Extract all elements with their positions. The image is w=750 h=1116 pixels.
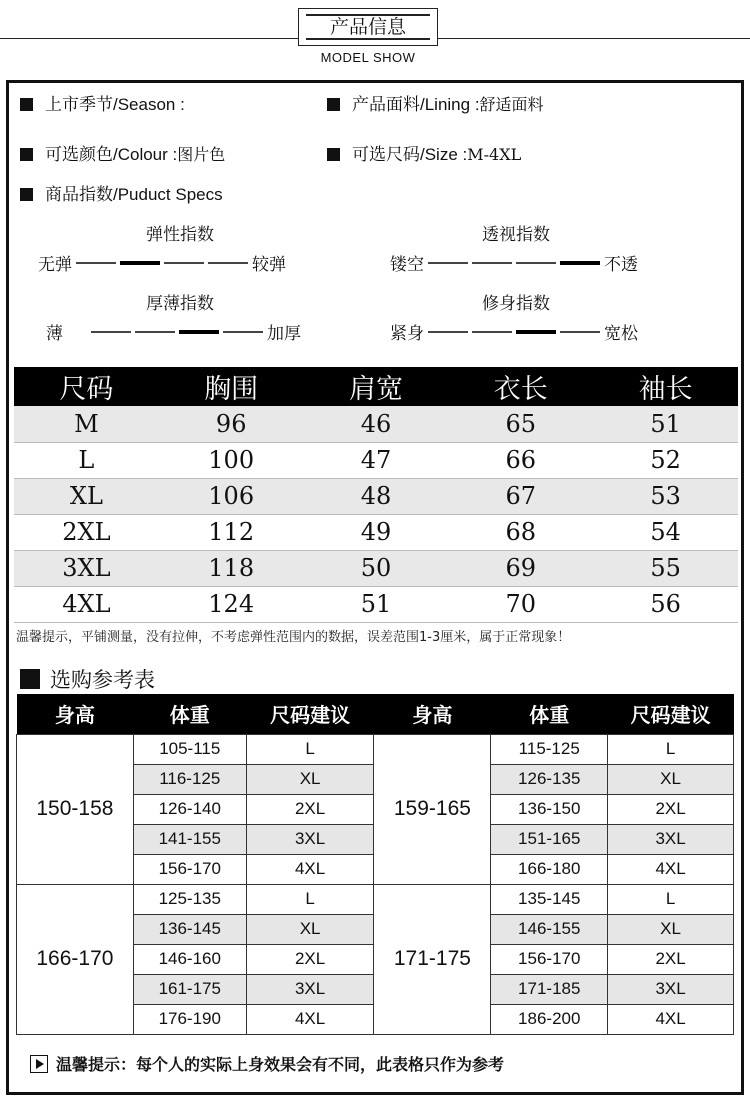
index-elasticity [38,250,286,275]
table-cell: 51 [593,406,738,442]
index-left-label: 无弹 [38,255,72,275]
size-advice-cell: 3XL [246,824,374,854]
size-advice-cell: 2XL [608,794,734,824]
header-size: 尺码 [14,367,159,406]
bullet-square-icon [327,148,340,161]
index-segment [516,262,556,264]
table-row [14,478,738,514]
weight-cell: 146-160 [133,944,246,974]
index-segment-active [516,330,556,334]
specs-label: 商品指数/Puduct Specs [45,185,223,204]
size-value: M-4XL [467,145,522,164]
index-title-thickness: 厚薄指数 [146,294,214,314]
table-cell: XL [14,478,159,514]
info-colour [20,144,225,166]
page-title: 产品信息 [329,16,406,38]
size-advice-cell: L [608,884,734,914]
index-segment [428,262,468,264]
size-advice-cell: XL [608,914,734,944]
reference-tip [30,1052,504,1075]
page-subtitle: MODEL SHOW [320,50,416,65]
weight-cell: 105-115 [133,734,246,764]
size-advice-cell: 2XL [246,944,374,974]
size-advice-cell: L [246,884,374,914]
weight-cell: 176-190 [133,1004,246,1034]
info-specs [20,184,223,206]
index-segment [164,262,204,264]
size-advice-cell: 3XL [246,974,374,1004]
index-segment [472,262,512,264]
info-lining [327,94,544,116]
size-advice-cell: 3XL [608,824,734,854]
size-advice-cell: L [246,734,374,764]
table-cell: 55 [593,550,738,586]
bullet-square-icon [20,98,33,111]
index-segment [472,331,512,333]
index-fit [390,319,638,344]
size-advice-cell: 2XL [608,944,734,974]
size-advice-cell: 4XL [246,1004,374,1034]
index-segment [428,331,468,333]
size-advice-cell: 3XL [608,974,734,1004]
size-advice-cell: XL [246,914,374,944]
size-label: 可选尺码/Size : [352,145,468,164]
index-segment [135,331,175,333]
weight-cell: 126-140 [133,794,246,824]
weight-cell: 136-150 [491,794,608,824]
index-right-label: 宽松 [604,324,638,344]
index-left-label: 紧身 [390,324,424,344]
weight-cell: 136-145 [133,914,246,944]
table-cell: 106 [159,478,304,514]
header-weight: 体重 [491,694,608,734]
weight-cell: 115-125 [491,734,608,764]
index-segment-active [179,330,219,334]
size-table [14,367,738,623]
table-cell: 67 [448,478,593,514]
colour-value: 图片色 [177,145,226,164]
weight-cell: 166-180 [491,854,608,884]
index-segment [560,331,600,333]
index-title-fit: 修身指数 [482,294,550,314]
height-range-cell: 150-158 [17,734,134,884]
weight-cell: 125-135 [133,884,246,914]
header-line-left [0,38,298,39]
index-left-label: 薄 [46,324,63,344]
size-advice-cell: 4XL [246,854,374,884]
index-transparency [390,250,638,275]
index-title-transparency: 透视指数 [482,225,550,245]
header-size-advice: 尺码建议 [608,694,734,734]
header-line-right [438,38,750,39]
header-chest: 胸围 [159,367,304,406]
header-weight: 体重 [133,694,246,734]
index-segment [208,262,248,264]
index-right-label: 不透 [604,255,638,275]
table-cell: 2XL [14,514,159,550]
bullet-square-icon [20,148,33,161]
height-range-cell: 159-165 [374,734,491,884]
table-cell: 50 [304,550,449,586]
table-cell: 56 [593,586,738,622]
table-cell: L [14,442,159,478]
table-cell: 100 [159,442,304,478]
recommendation-header [17,694,734,734]
table-cell: 65 [448,406,593,442]
table-row [14,442,738,478]
weight-cell: 156-170 [491,944,608,974]
header-shoulder: 肩宽 [304,367,449,406]
index-segment-active [120,261,160,265]
index-segment [223,331,263,333]
index-segment [91,331,131,333]
height-range-cell: 171-175 [374,884,491,1034]
play-icon [30,1055,48,1073]
lining-label: 产品面料/Lining : [352,95,480,114]
colour-label: 可选颜色/Colour : [45,145,178,164]
selection-title-text: 选购参考表 [50,668,155,692]
table-cell: 112 [159,514,304,550]
table-cell: 48 [304,478,449,514]
index-segment [76,262,116,264]
table-cell: 3XL [14,550,159,586]
table-cell: M [14,406,159,442]
index-right-label: 较弹 [252,255,286,275]
index-right-label: 加厚 [267,324,301,344]
table-cell: 118 [159,550,304,586]
header-size-advice: 尺码建议 [246,694,374,734]
weight-cell: 141-155 [133,824,246,854]
weight-cell: 126-135 [491,764,608,794]
info-size [327,144,521,166]
selection-title [20,664,155,694]
weight-cell: 116-125 [133,764,246,794]
index-title-elasticity: 弹性指数 [146,225,214,245]
size-advice-cell: L [608,734,734,764]
table-cell: 52 [593,442,738,478]
table-cell: 51 [304,586,449,622]
table-row [14,514,738,550]
index-left-label: 镂空 [390,255,424,275]
season-label: 上市季节/Season : [45,95,185,114]
weight-cell: 135-145 [491,884,608,914]
size-advice-cell: XL [608,764,734,794]
table-cell: 53 [593,478,738,514]
table-cell: 69 [448,550,593,586]
weight-cell: 146-155 [491,914,608,944]
table-cell: 4XL [14,586,159,622]
size-advice-cell: 4XL [608,1004,734,1034]
recommendation-table [16,694,734,1035]
size-advice-cell: XL [246,764,374,794]
table-cell: 47 [304,442,449,478]
index-segment-active [560,261,600,265]
weight-cell: 156-170 [133,854,246,884]
header-length: 衣长 [448,367,593,406]
table-cell: 54 [593,514,738,550]
header-height: 身高 [17,694,134,734]
table-row [17,884,734,914]
table-cell: 96 [159,406,304,442]
table-row [14,550,738,586]
size-table-header [14,367,738,406]
weight-cell: 161-175 [133,974,246,1004]
bullet-square-icon [20,188,33,201]
weight-cell: 171-185 [491,974,608,1004]
table-cell: 66 [448,442,593,478]
measure-tip: 温馨提示，平铺测量，没有拉伸，不考虑弹性范围内的数据，误差范围1-3厘米，属于正常现象！ [16,630,571,645]
table-cell: 124 [159,586,304,622]
index-thickness [46,319,301,344]
table-cell: 68 [448,514,593,550]
table-cell: 46 [304,406,449,442]
table-row [17,734,734,764]
reference-tip-text: 温馨提示：每个人的实际上身效果会有不同，此表格只作为参考 [56,1055,505,1074]
table-cell: 49 [304,514,449,550]
table-row [14,406,738,442]
table-row [14,586,738,622]
weight-cell: 151-165 [491,824,608,854]
height-range-cell: 166-170 [17,884,134,1034]
table-cell: 70 [448,586,593,622]
size-advice-cell: 4XL [608,854,734,884]
info-season [20,94,185,116]
lining-value: 舒适面料 [479,95,544,114]
header-height: 身高 [374,694,491,734]
size-advice-cell: 2XL [246,794,374,824]
bullet-square-icon [327,98,340,111]
bullet-square-icon [20,669,40,689]
header-sleeve: 袖长 [593,367,738,406]
weight-cell: 186-200 [491,1004,608,1034]
